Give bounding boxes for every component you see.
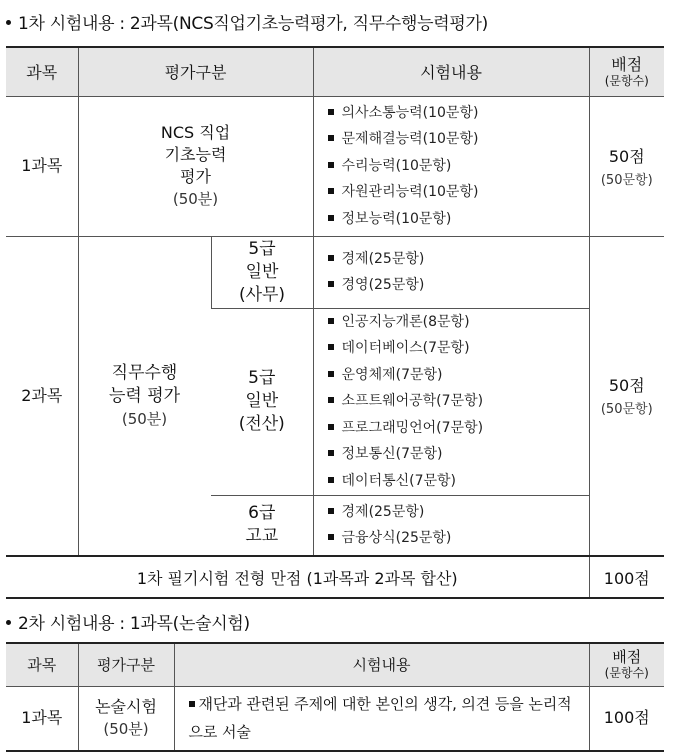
header-points (589, 47, 664, 96)
section2-heading-text: 2차 시험내용 : 1과목(논술시험) (18, 614, 250, 634)
group-items (314, 499, 589, 552)
essay-duration: (50분) (103, 720, 149, 739)
group-items (314, 246, 589, 299)
bullet-dot-icon (6, 20, 11, 25)
essay-content (174, 686, 589, 751)
section1-heading (6, 9, 488, 34)
content-item: 프로그래밍언어(7문항) (328, 415, 589, 441)
subject1-points-cell (589, 96, 664, 236)
subject1-category-line: 기초능력 (164, 145, 227, 164)
square-bullet-icon (189, 701, 195, 707)
group-label-5-it (211, 308, 313, 495)
bullet-dot-icon (6, 620, 11, 625)
header-points-label: 배점 (611, 54, 643, 74)
header-category: 평가구분 (78, 643, 174, 686)
essay-category-name: 논술시험 (95, 697, 157, 717)
subject1-count: (50문항) (600, 172, 653, 188)
subject2-category (78, 236, 211, 556)
content-item: 정보통신(7문항) (328, 441, 589, 467)
section2-heading (6, 609, 250, 634)
subject2-count: (50문항) (600, 402, 653, 418)
group-line: (사무) (238, 284, 286, 305)
group-line: 5급 (248, 238, 276, 259)
content-item: 경제(25문항) (328, 246, 589, 272)
content-item: 금융상식(25문항) (328, 525, 589, 551)
group-line: 일반 (245, 391, 279, 411)
group-line: (전산) (238, 414, 285, 434)
essay-subject: 1과목 (6, 686, 78, 751)
subject1-category-line: 평가 (180, 167, 211, 186)
content-item: 경제(25문항) (328, 499, 589, 525)
group-content-5-office (313, 236, 589, 308)
content-item: 소프트웨어공학(7문항) (328, 388, 589, 414)
subject2-category-line: 능력 평가 (108, 385, 181, 406)
group-line: 6급 (248, 503, 276, 524)
group-line: 5급 (248, 368, 276, 388)
subject2-points-cell (589, 236, 664, 556)
subject1-points: 50점 (608, 146, 645, 166)
group-line: 일반 (245, 261, 279, 282)
subject2-duration: (50분) (121, 409, 168, 428)
exam-table-2 (6, 642, 664, 752)
content-item: 경영(25문항) (328, 272, 589, 298)
subject2-name: 2과목 (6, 236, 78, 556)
content-item: 수리능력(10문항) (328, 153, 589, 179)
content-item: 정보능력(10문항) (328, 206, 589, 232)
header-content: 시험내용 (313, 47, 589, 96)
header-subject: 과목 (6, 643, 78, 686)
group-content-5-it (313, 308, 589, 495)
essay-content-text: 재단과 관련된 주제에 대한 본인의 생각, 의견 등을 논리적으로 서술 (188, 695, 572, 742)
essay-category (78, 686, 174, 751)
group-label-5-office (211, 236, 313, 308)
content-item: 의사소통능력(10문항) (328, 100, 589, 126)
content-item: 인공지능개론(8문항) (328, 309, 589, 335)
header-points-label: 배점 (612, 648, 642, 667)
subject1-items (314, 100, 589, 232)
content-item: 문제해결능력(10문항) (328, 126, 589, 152)
group-label-6-highschool (211, 495, 313, 556)
subject1-content (313, 96, 589, 236)
total-label: 1차 필기시험 전형 만점 (1과목과 2과목 합산) (6, 556, 589, 598)
section1-heading-text: 1차 시험내용 : 2과목(NCS직업기초능력평가, 직무수행능력평가) (18, 14, 488, 34)
header-content: 시험내용 (174, 643, 589, 686)
subject1-category (78, 96, 313, 236)
header-subject: 과목 (6, 47, 78, 96)
subject2-category-line: 직무수행 (111, 362, 178, 383)
header-points (589, 643, 664, 686)
header-points-sub: (문항수) (604, 666, 649, 681)
exam-table-1 (6, 46, 664, 599)
content-item: 운영체제(7문항) (328, 362, 589, 388)
header-points-sub: (문항수) (604, 73, 649, 88)
content-item: 자원관리능력(10문항) (328, 179, 589, 205)
group-items (314, 309, 589, 494)
subject1-name: 1과목 (6, 96, 78, 236)
group-content-6-highschool (313, 495, 589, 556)
subject2-points: 50점 (608, 376, 645, 396)
subject1-category-line: NCS 직업 (160, 123, 231, 142)
subject1-duration: (50분) (172, 190, 219, 208)
essay-points: 100점 (589, 686, 664, 751)
group-line: 고교 (245, 526, 279, 547)
content-item: 데이터통신(7문항) (328, 468, 589, 494)
content-item: 데이터베이스(7문항) (328, 335, 589, 361)
header-category: 평가구분 (78, 47, 313, 96)
total-points: 100점 (589, 556, 664, 598)
